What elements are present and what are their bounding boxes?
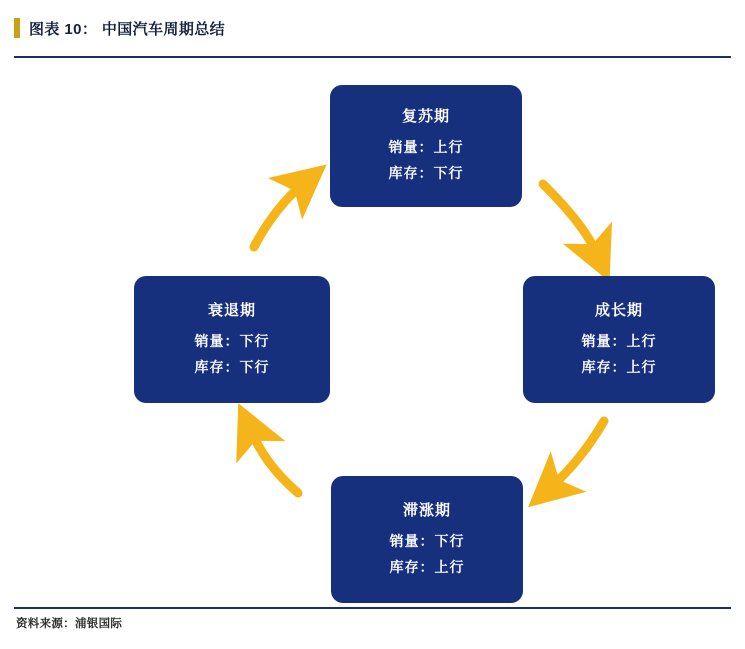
node-metric-inventory: 库存：下行 bbox=[194, 358, 270, 375]
cycle-node-recession bbox=[134, 276, 330, 403]
node-metric-sales: 销量：下行 bbox=[389, 532, 465, 549]
arrow-recovery-to-growth bbox=[543, 184, 597, 254]
arrow-growth-to-stagflation bbox=[551, 421, 604, 487]
node-metric-inventory: 库存：上行 bbox=[389, 558, 465, 575]
cycle-node-stagflation bbox=[331, 476, 523, 603]
header-accent-bar bbox=[14, 18, 20, 38]
node-title: 滞涨期 bbox=[402, 501, 451, 519]
node-title: 成长期 bbox=[594, 301, 643, 319]
figure-header bbox=[0, 0, 745, 56]
node-metric-sales: 销量：下行 bbox=[194, 332, 270, 349]
page-title: 图表 10： 中国汽车周期总结 bbox=[29, 20, 226, 38]
node-metric-sales: 销量：上行 bbox=[581, 332, 657, 349]
arrow-stagflation-to-recession bbox=[251, 431, 298, 493]
cycle-node-recovery bbox=[330, 85, 522, 207]
node-title: 衰退期 bbox=[207, 301, 256, 319]
arrow-recession-to-recovery bbox=[254, 184, 303, 247]
cycle-diagram bbox=[0, 58, 745, 607]
source-note: 资料来源：浦银国际 bbox=[16, 618, 123, 630]
node-metric-inventory: 库存：上行 bbox=[581, 358, 657, 375]
node-title: 复苏期 bbox=[401, 108, 450, 126]
footer-divider bbox=[14, 607, 731, 609]
node-metric-sales: 销量：上行 bbox=[388, 139, 464, 156]
node-metric-inventory: 库存：下行 bbox=[388, 165, 464, 181]
cycle-node-growth bbox=[523, 276, 715, 403]
